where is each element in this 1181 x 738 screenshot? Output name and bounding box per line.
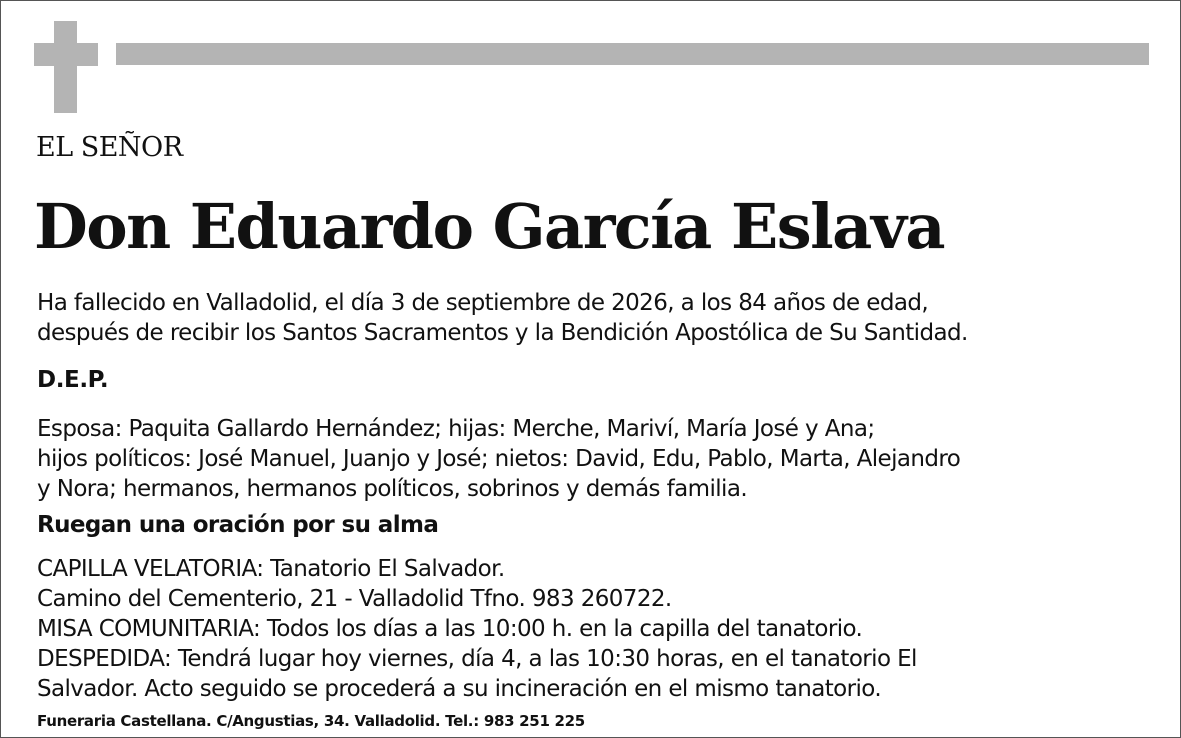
- service-line: Salvador. Acto seguido se procederá a su incineración en el mismo tanatorio.: [37, 676, 882, 702]
- service-line: MISA COMUNITARIA: Todos los días a las 10:00 h. en la capilla del tanatorio.: [37, 616, 863, 642]
- family-list: [37, 414, 960, 504]
- funeral-home-footer: Funeraria Castellana. C/Angustias, 34. Valladolid. Tel.: 983 251 225: [37, 712, 585, 730]
- death-line: después de recibir los Santos Sacramentos y la Bendición Apostólica de Su Santidad.: [37, 320, 968, 346]
- service-details: [37, 554, 917, 704]
- family-line: Esposa: Paquita Gallardo Hernández; hijas: Merche, Mariví, María José y Ana;: [37, 416, 875, 442]
- family-line: hijos políticos: José Manuel, Juanjo y José; nietos: David, Edu, Pablo, Marta, Alejandro: [37, 446, 961, 472]
- death-line: Ha fallecido en Valladolid, el día 3 de septiembre de 2026, a los 84 años de edad,: [37, 290, 929, 316]
- death-announcement: [37, 288, 968, 348]
- prayer-request: Ruegan una oración por su alma: [37, 512, 439, 538]
- cross-icon: [34, 21, 98, 113]
- service-line: CAPILLA VELATORIA: Tanatorio El Salvador.: [37, 556, 505, 582]
- family-line: y Nora; hermanos, hermanos políticos, sobrinos y demás familia.: [37, 476, 748, 502]
- service-line: Camino del Cementerio, 21 - Valladolid Tfno. 983 260722.: [37, 586, 672, 612]
- dep-label: D.E.P.: [37, 367, 109, 393]
- service-line: DESPEDIDA: Tendrá lugar hoy viernes, día 4, a las 10:30 horas, en el tanatorio El: [37, 646, 917, 672]
- header-bar: [116, 43, 1149, 65]
- title-prefix: EL SEÑOR: [36, 132, 183, 163]
- deceased-name: Don Eduardo García Eslava: [34, 190, 945, 263]
